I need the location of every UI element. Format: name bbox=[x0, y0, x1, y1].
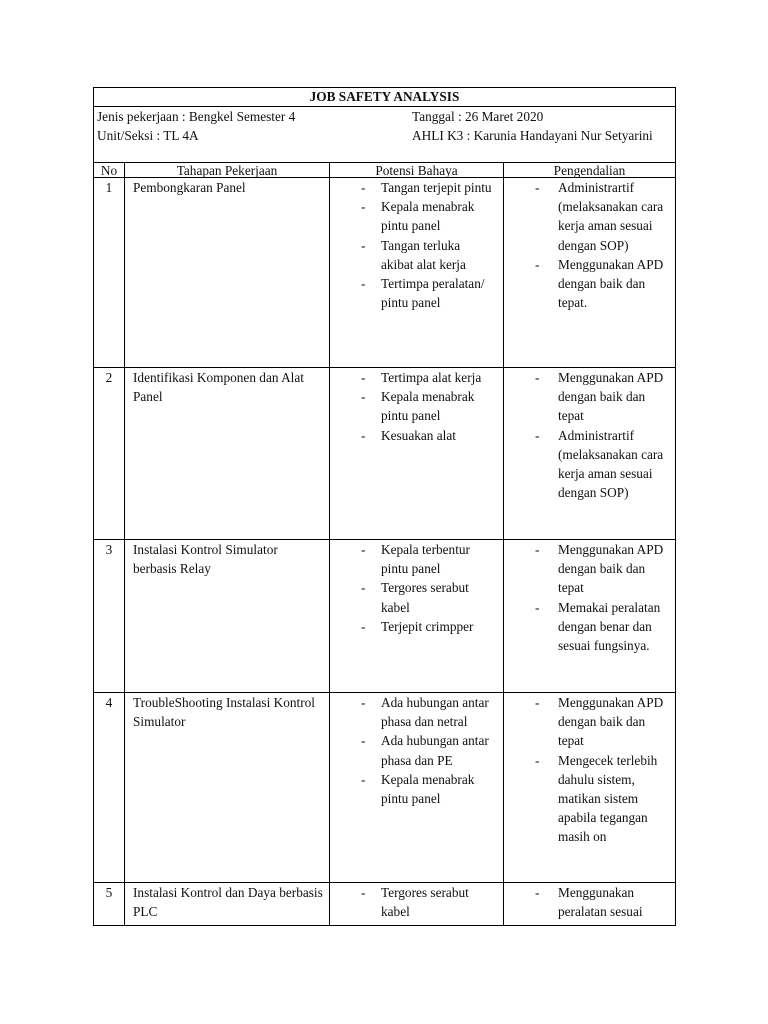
unit-seksi: Unit/Seksi : TL 4A bbox=[97, 128, 199, 144]
list-item: - Tergores serabut kabel bbox=[330, 578, 503, 616]
row-pengendalian bbox=[504, 540, 675, 692]
row-potensi bbox=[330, 693, 504, 882]
job-safety-analysis-table bbox=[93, 87, 676, 926]
list-item: - Terjepit crimpper bbox=[330, 617, 503, 636]
jsa-grid bbox=[94, 163, 675, 925]
list-item: - Ada hubungan antar phasa dan netral bbox=[330, 693, 503, 731]
row-potensi bbox=[330, 540, 504, 692]
info-left bbox=[97, 107, 407, 145]
list-item: - Kepala menabrak pintu panel bbox=[330, 197, 503, 235]
row-tahapan: Identifikasi Komponen dan Alat Panel bbox=[125, 368, 330, 539]
column-header-tahapan: Tahapan Pekerjaan bbox=[125, 163, 330, 177]
list-item: - Kepala terbentur pintu panel bbox=[330, 540, 503, 578]
table-row bbox=[94, 368, 675, 540]
row-pengendalian bbox=[504, 883, 675, 925]
table-row bbox=[94, 178, 675, 368]
row-no: 1 bbox=[94, 178, 125, 367]
table-row bbox=[94, 540, 675, 693]
list-item: - Menggunakan APD dengan baik dan tepat. bbox=[504, 255, 675, 313]
list-item: - Administrartif (melaksanakan cara kerja aman sesuai dengan SOP) bbox=[504, 426, 675, 503]
info-section bbox=[94, 107, 675, 163]
row-no: 3 bbox=[94, 540, 125, 692]
row-tahapan: Pembongkaran Panel bbox=[125, 178, 330, 367]
list-item: - Tertimpa alat kerja bbox=[330, 368, 503, 387]
row-pengendalian bbox=[504, 693, 675, 882]
list-item: - Kepala menabrak pintu panel bbox=[330, 387, 503, 425]
row-potensi bbox=[330, 178, 504, 367]
list-item: - Memakai peralatan dengan benar dan sesuai fungsinya. bbox=[504, 598, 675, 656]
list-item: - Menggunakan peralatan sesuai bbox=[504, 883, 675, 921]
list-item: - Administrartif (melaksanakan cara kerja aman sesuai dengan SOP) bbox=[504, 178, 675, 255]
table-row bbox=[94, 883, 675, 925]
tanggal: Tanggal : 26 Maret 2020 bbox=[412, 109, 544, 124]
row-pengendalian bbox=[504, 368, 675, 539]
row-tahapan: Instalasi Kontrol Simulator berbasis Relay bbox=[125, 540, 330, 692]
list-item: - Tangan terjepit pintu bbox=[330, 178, 503, 197]
column-header-pengendalian: Pengendalian bbox=[553, 163, 626, 177]
document-title: JOB SAFETY ANALYSIS bbox=[94, 88, 675, 107]
ahli-k3: AHLI K3 : Karunia Handayani Nur Setyarini bbox=[412, 128, 653, 144]
list-item: - Ada hubungan antar phasa dan PE bbox=[330, 731, 503, 769]
header-row bbox=[94, 163, 675, 178]
row-no: 4 bbox=[94, 693, 125, 882]
info-right bbox=[412, 107, 674, 145]
row-tahapan: Instalasi Kontrol dan Daya berbasis PLC bbox=[125, 883, 330, 925]
row-no: 2 bbox=[94, 368, 125, 539]
list-item: - Tertimpa peralatan/ pintu panel bbox=[330, 274, 503, 312]
list-item: - Kepala menabrak pintu panel bbox=[330, 770, 503, 808]
list-item: - Menggunakan APD dengan baik dan tepat bbox=[504, 693, 675, 751]
list-item: - Tangan terluka akibat alat kerja bbox=[330, 236, 503, 274]
list-item: - Kesuakan alat bbox=[330, 426, 503, 445]
column-header-potensi: Potensi Bahaya bbox=[330, 163, 504, 177]
row-no: 5 bbox=[94, 883, 125, 925]
list-item: - Tergores serabut kabel bbox=[330, 883, 503, 921]
row-tahapan: TroubleShooting Instalasi Kontrol Simulator bbox=[125, 693, 330, 882]
row-potensi bbox=[330, 883, 504, 925]
row-potensi bbox=[330, 368, 504, 539]
row-pengendalian bbox=[504, 178, 675, 367]
list-item: - Menggunakan APD dengan baik dan tepat bbox=[504, 540, 675, 598]
column-header-no: No bbox=[94, 163, 125, 177]
list-item: - Mengecek terlebih dahulu sistem, matikan sistem apabila tegangan masih on bbox=[504, 751, 675, 847]
table-row bbox=[94, 693, 675, 883]
list-item: - Menggunakan APD dengan baik dan tepat bbox=[504, 368, 675, 426]
jenis-pekerjaan: Jenis pekerjaan : Bengkel Semester 4 bbox=[97, 109, 296, 124]
